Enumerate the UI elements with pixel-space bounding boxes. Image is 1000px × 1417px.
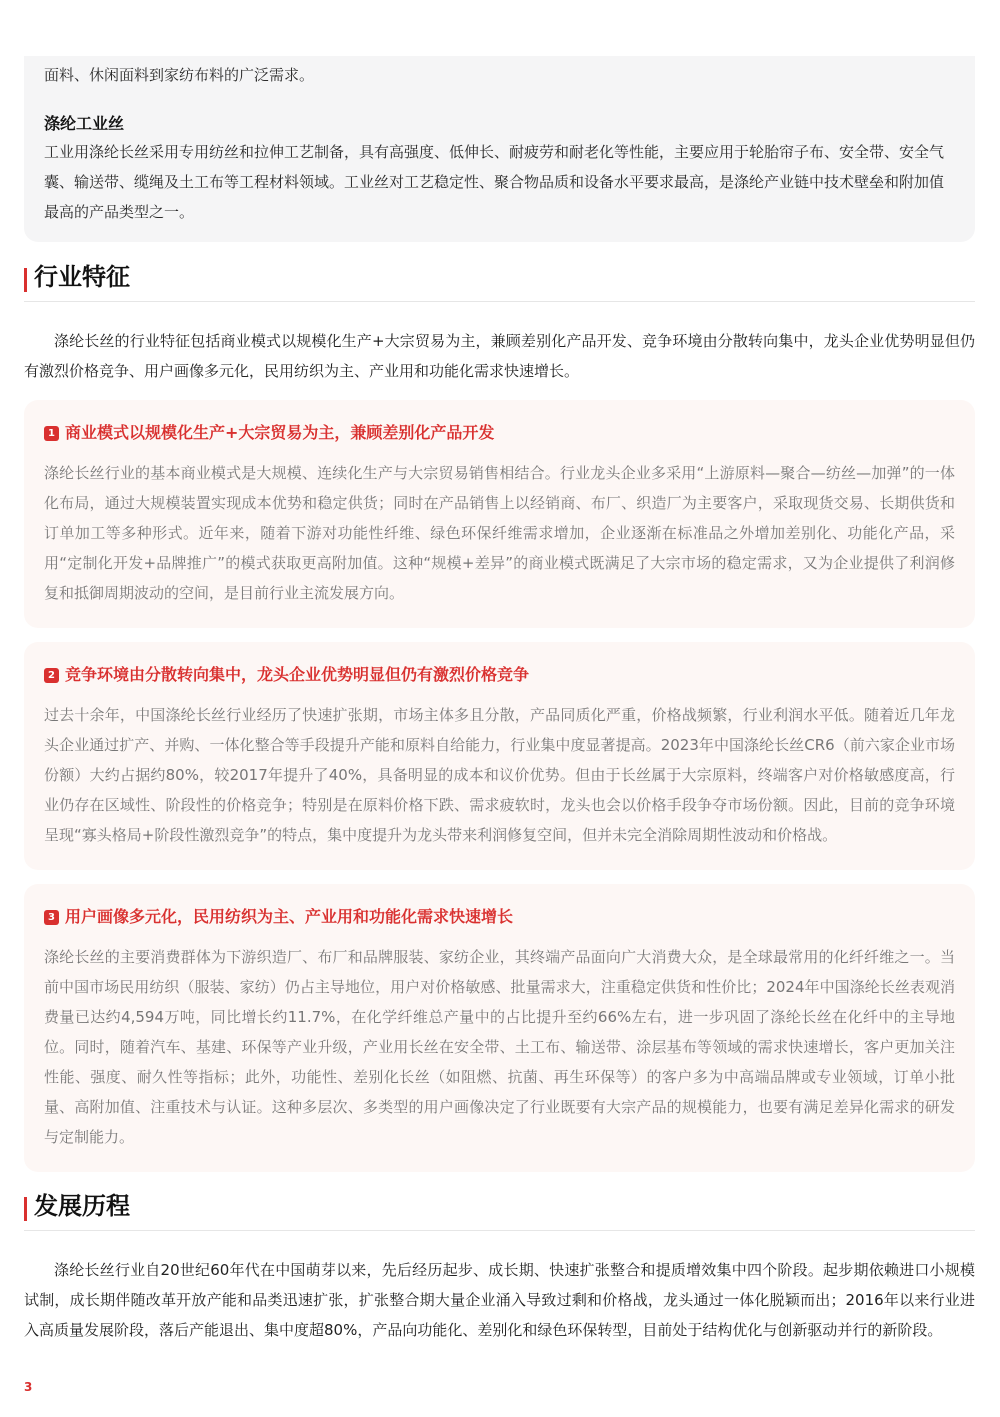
feature-card-1 — [24, 400, 975, 628]
card-title: 竞争环境由分散转向集中，龙头企业优势明显但仍有激烈价格竞争 — [65, 665, 530, 684]
features-intro: 涤纶长丝的行业特征包括商业模式以规模化生产+大宗贸易为主，兼顾差别化产品开发、竞争环境由分散转向集中，龙头企业优势明显但仍有激烈价格竞争、用户画像多元化，民用纺织为主、产业用和功能化需求快速增长。 — [24, 332, 975, 380]
product-type-box — [24, 56, 975, 242]
card-body: 涤纶长丝行业的基本商业模式是大规模、连续化生产与大宗贸易销售相结合。行业龙头企业多采用“上游原料—聚合—纺丝—加弹”的一体化布局，通过大规模装置实现成本优势和稳定供货；同时在产品销售上以经销商、布厂、织造厂为主要客户，采取现货交易、长期供货和订单加工等多种形式。近年来，随着下游对功能性纤维、绿色环保纤维需求增加，企业逐渐在标准品之外增加差别化、功能化产品，采用“定制化开发+品牌推广”的模式获取更高附加值。这种“规模+差异”的商业模式既满足了大宗市场的稳定需求，又为企业提供了利润修复和抵御周期波动的空间，是目前行业主流发展方向。 — [44, 464, 955, 602]
industrial-yarn-text: 工业用涤纶长丝采用专用纺丝和拉伸工艺制备，具有高强度、低伸长、耐疲劳和耐老化等性能，主要应用于轮胎帘子布、安全带、安全气囊、输送带、缆绳及土工布等工程材料领域。工业丝对工艺稳定性、聚合物品质和设备水平要求最高，是涤纶产业链中技术壁垒和附加值最高的产品类型之一。 — [44, 143, 945, 221]
feature-card-3 — [24, 884, 975, 1172]
card-body: 过去十余年，中国涤纶长丝行业经历了快速扩张期，市场主体多且分散，产品同质化严重，价格战频繁，行业利润水平低。随着近几年龙头企业通过扩产、并购、一体化整合等手段提升产能和原料自给能力，行业集中度显著提高。2023年中国涤纶长丝CR6（前六家企业市场份额）大约占据约80%，较2017年提升了40%，具备明显的成本和议价优势。但由于长丝属于大宗原料，终端客户对价格敏感度高，行业仍存在区域性、阶段性的价格竞争；特别是在原料价格下跌、需求疲软时，龙头也会以价格手段争夺市场份额。因此，目前的竞争环境呈现“寡头格局+阶段性激烈竞争”的特点，集中度提升为龙头带来利润修复空间，但并未完全消除周期性波动和价格战。 — [44, 706, 955, 844]
continuation-text: 面料、休闲面料到家纺布料的广泛需求。 — [44, 66, 315, 84]
section-title-text: 行业特征 — [34, 263, 130, 291]
number-badge: 2 — [44, 668, 59, 683]
card-header — [44, 904, 955, 930]
industrial-yarn-title: 涤纶工业丝 — [44, 114, 125, 133]
section-title-features — [24, 258, 975, 302]
feature-card-2 — [24, 642, 975, 870]
card-header — [44, 420, 955, 446]
section-accent-bar — [24, 1197, 27, 1221]
section-accent-bar — [24, 268, 27, 292]
card-body: 涤纶长丝的主要消费群体为下游织造厂、布厂和品牌服装、家纺企业，其终端产品面向广大消费大众，是全球最常用的化纤纤维之一。当前中国市场民用纺织（服装、家纺）仍占主导地位，用户对价格敏感、批量需求大，注重稳定供货和性价比；2024年中国涤纶长丝表观消费量已达约4,594万吨，同比增长约11.7%，在化学纤维总产量中的占比提升至约66%左右，进一步巩固了涤纶长丝在化纤中的主导地位。同时，随着汽车、基建、环保等产业升级，产业用长丝在安全带、土工布、输送带、涂层基布等领域的需求快速增长，客户更加关注性能、强度、耐久性等指标；此外，功能性、差别化长丝（如阻燃、抗菌、再生环保等）的客户多为中高端品牌或专业领域，订单小批量、高附加值、注重技术与认证。这种多层次、多类型的用户画像决定了行业既要有大宗产品的规模能力，也要有满足差异化需求的研发与定制能力。 — [44, 948, 955, 1146]
section-title-history — [24, 1187, 975, 1231]
number-badge: 3 — [44, 910, 59, 925]
card-header — [44, 662, 955, 688]
history-intro: 涤纶长丝行业自20世纪60年代在中国萌芽以来，先后经历起步、成长期、快速扩张整合和提质增效集中四个阶段。起步期依赖进口小规模试制，成长期伴随改革开放产能和品类迅速扩张，扩张整合期大量企业涌入导致过剩和价格战，龙头通过一体化脱颖而出；2016年以来行业进入高质量发展阶段，落后产能退出、集中度超80%，产品向功能化、差别化和绿色环保转型，目前处于结构优化与创新驱动并行的新阶段。 — [24, 1261, 975, 1339]
page-number: 3 — [24, 1380, 33, 1394]
card-title: 用户画像多元化，民用纺织为主、产业用和功能化需求快速增长 — [65, 907, 514, 926]
section-title-text: 发展历程 — [34, 1192, 130, 1220]
number-badge: 1 — [44, 426, 59, 441]
card-title: 商业模式以规模化生产+大宗贸易为主，兼顾差别化产品开发 — [65, 423, 495, 442]
